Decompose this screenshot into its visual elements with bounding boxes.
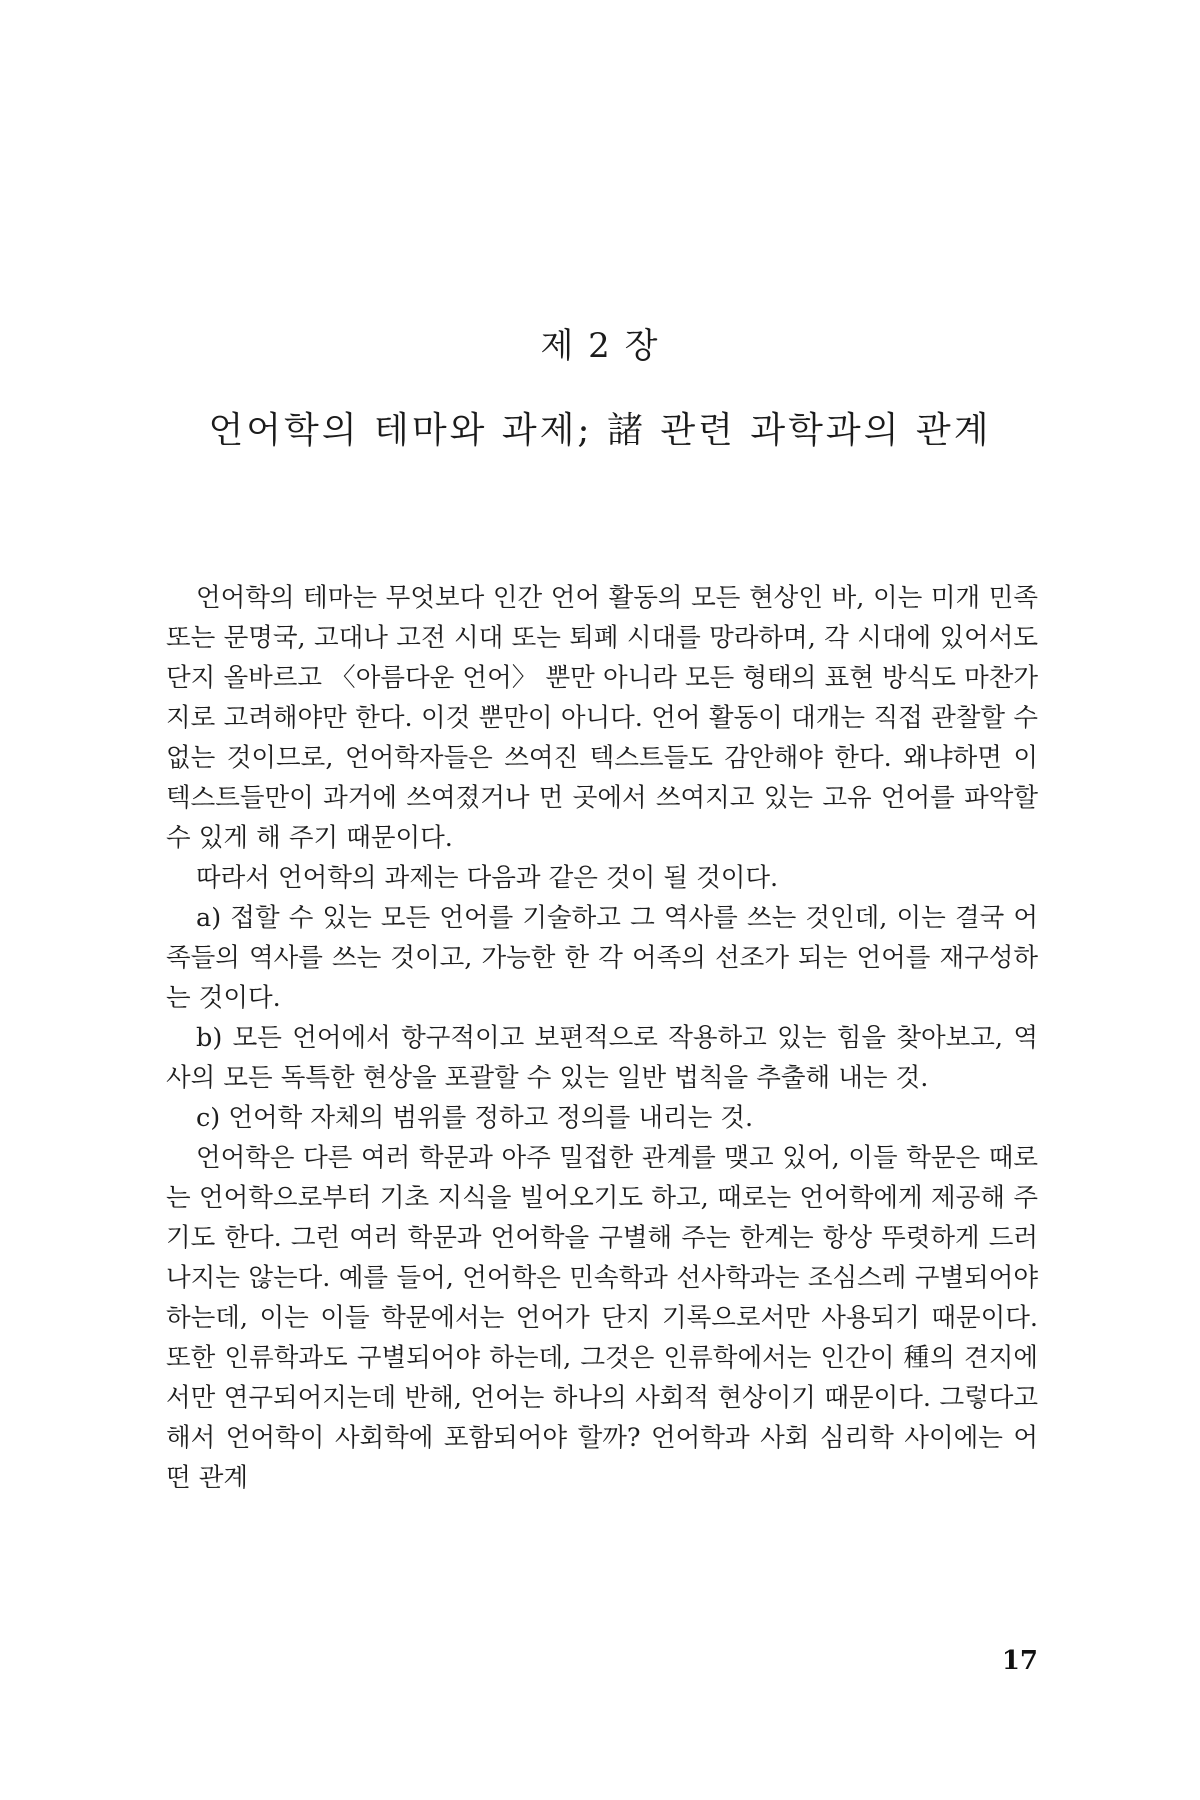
page-number: 17 <box>1001 1646 1038 1676</box>
paragraph-intro: 언어학의 테마는 무엇보다 인간 언어 활동의 모든 현상인 바, 이는 미개 민족 또는 문명국, 고대나 고전 시대 또는 퇴폐 시대를 망라하며, 각 시대에 있어서도 단지 올바르고 〈아름다운 언어〉 뿐만 아니라 모든 형태의 표현 방식도 마찬가지로 고려해야만 한다. 이것 뿐만이 아니다. 언어 활동이 대개는 직접 관찰할 수 없는 것이므로, 언어학자들은 쓰여진 텍스트들도 감안해야 한다. 왜냐하면 이 텍스트들만이 과거에 쓰여졌거나 먼 곳에서 쓰여지고 있는 고유 언어를 파악할 수 있게 해 주기 때문이다. <box>166 583 1038 853</box>
paragraph-tasks-lead: 따라서 언어학의 과제는 다음과 같은 것이 될 것이다. <box>196 863 779 893</box>
paragraph-task-b: b) 모든 언어에서 항구적이고 보편적으로 작용하고 있는 힘을 찾아보고, 역사의 모든 독특한 현상을 포괄할 수 있는 일반 법칙을 추출해 내는 것. <box>166 1023 1038 1093</box>
paragraph-task-c: c) 언어학 자체의 범위를 정하고 정의를 내리는 것. <box>196 1103 754 1133</box>
chapter-number: 제 2 장 <box>540 326 660 366</box>
paragraph-related-sciences: 언어학은 다른 여러 학문과 아주 밀접한 관계를 맺고 있어, 이들 학문은 때로는 언어학으로부터 기초 지식을 빌어오기도 하고, 때로는 언어학에게 제공해 주기도 한다. 그런 여러 학문과 언어학을 구별해 주는 한계는 항상 뚜렷하게 드러나지는 않는다. 예를 들어, 언어학은 민속학과 선사학과는 조심스레 구별되어야 하는데, 이는 이들 학문에서는 언어가 단지 기록으로서만 사용되기 때문이다. 또한 인류학과도 구별되어야 하는데, 그것은 인류학에서는 인간이 種의 견지에서만 연구되어지는데 반해, 언어는 하나의 사회적 현상이기 때문이다. 그렇다고 해서 언어학이 사회학에 포함되어야 할까? 언어학과 사회 심리학 사이에는 어떤 관계 <box>166 1143 1038 1493</box>
body-text <box>166 578 1038 1498</box>
chapter-title: 언어학의 테마와 과제; 諸 관련 과학과의 관계 <box>208 410 992 451</box>
paragraph-task-a: a) 접할 수 있는 모든 언어를 기술하고 그 역사를 쓰는 것인데, 이는 결국 어족들의 역사를 쓰는 것이고, 가능한 한 각 어족의 선조가 되는 언어를 재구성하는 것이다. <box>166 903 1038 1013</box>
